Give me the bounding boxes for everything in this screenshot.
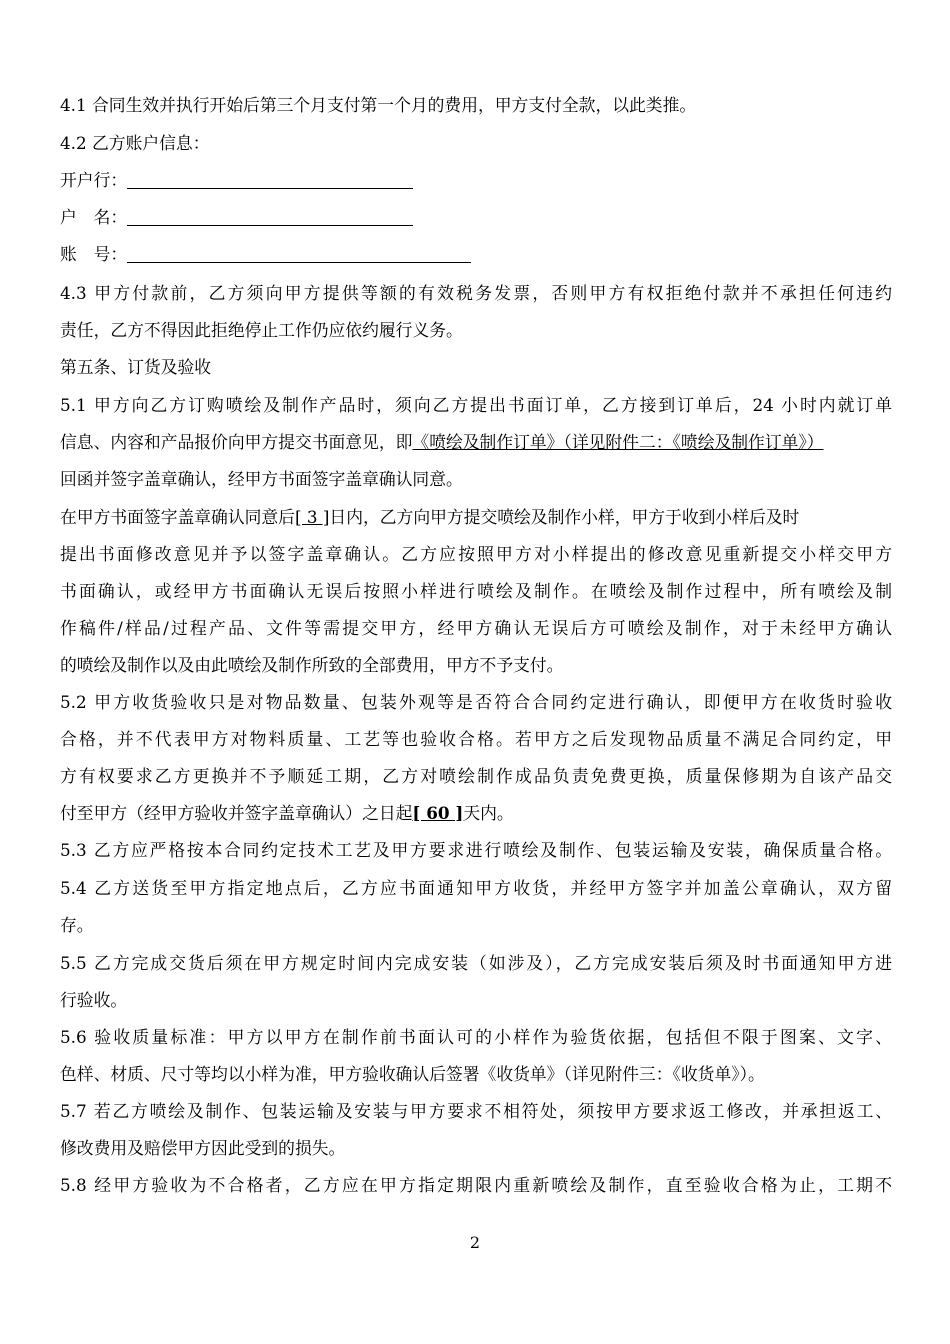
account-number-row	[60, 242, 471, 266]
clause-5-1-p2-line1-text: 在甲方书面签字盖章确认同意后	[60, 507, 295, 527]
account-name-row	[60, 205, 413, 229]
clause-5-1-line2-text: 信息、内容和产品报价向甲方提交书面意见，即	[60, 432, 413, 452]
clause-5-1-p2-line1	[60, 505, 799, 529]
clause-5-4-line1: 5.4 乙方送货至甲方指定地点后，乙方应书面通知甲方收货，并经甲方签字并加盖公章确认，双方留	[60, 878, 892, 898]
clause-5-1-p2-line2: 提出书面修改意见并予以签字盖章确认。乙方应按照甲方对小样提出的修改意见重新提交小样交甲方	[60, 544, 892, 564]
clause-4-1: 4.1 合同生效并执行开始后第三个月支付第一个月的费用，甲方支付全款，以此类推。	[60, 95, 697, 115]
clause-5-2-line2: 合格，并不代表甲方对物料质量、工艺等也验收合格。若甲方之后发现物品质量不满足合同约定，甲	[60, 729, 892, 749]
clause-5-4-line2: 存。	[60, 915, 94, 935]
clause-4-3-line2: 责任，乙方不得因此拒绝停止工作仍应依约履行义务。	[60, 320, 463, 340]
account-number-blank	[127, 244, 471, 263]
clause-5-1-p2-line3: 书面确认，或经甲方书面确认无误后按照小样进行喷绘及制作。在喷绘及制作过程中，所有喷绘及制	[60, 581, 892, 601]
account-number-label: 账 号：	[60, 244, 128, 264]
clause-5-1-p2-line4: 作稿件/样品/过程产品、文件等需提交甲方，经甲方确认无误后方可喷绘及制作，对于未经甲方确认	[60, 618, 892, 638]
clause-5-1-p2-line1-rest: 日内，乙方向甲方提交喷绘及制作小样，甲方于收到小样后及时	[329, 507, 800, 527]
clause-5-2-line4	[60, 801, 514, 825]
clause-5-1-line2	[60, 430, 824, 454]
clause-5-3: 5.3 乙方应严格按本合同约定技术工艺及甲方要求进行喷绘及制作、包装运输及安装，确保质量合格。	[60, 840, 892, 860]
clause-5-2-line3: 方有权要求乙方更换并不予顺延工期，乙方对喷绘制作成品负责免费更换，质量保修期为自该产品交	[60, 766, 892, 786]
clause-5-5-line2: 行验收。	[60, 990, 128, 1010]
clause-4-2: 4.2 乙方账户信息：	[60, 133, 210, 153]
account-bank-blank	[127, 170, 413, 189]
clause-5-2-line1: 5.2 甲方收货验收只是对物品数量、包装外观等是否符合合同约定进行确认，即便甲方在收货时验收	[60, 692, 892, 712]
account-bank-row	[60, 168, 413, 192]
clause-5-2-line4-rest: 天内。	[463, 803, 514, 823]
clause-5-7-line2: 修改费用及赔偿甲方因此受到的损失。	[60, 1138, 346, 1158]
order-form-reference: 《喷绘及制作订单》（详见附件二：《喷绘及制作订单》）	[412, 432, 824, 452]
clause-5-8-line1: 5.8 经甲方验收为不合格者，乙方应在甲方指定期限内重新喷绘及制作，直至验收合格为止，工期不	[60, 1175, 892, 1195]
clause-5-6-line1: 5.6 验收质量标准：甲方以甲方在制作前书面认可的小样作为验货依据，包括但不限于图案、文字、	[60, 1027, 892, 1047]
clause-5-5-line1: 5.5 乙方完成交货后须在甲方规定时间内完成安装（如涉及），乙方完成安装后须及时书面通知甲方进	[60, 953, 892, 973]
account-name-blank	[127, 207, 413, 226]
clause-5-1-line1: 5.1 甲方向乙方订购喷绘及制作产品时，须向乙方提出书面订单，乙方接到订单后，24 小时内就订单	[60, 395, 892, 415]
clause-5-6-line2: 色样、材质、尺寸等均以小样为准，甲方验收确认后签署《收货单》（详见附件三：《收货单》）。	[60, 1064, 765, 1084]
clause-5-2-line4-text: 付至甲方（经甲方验收并签字盖章确认）之日起	[60, 803, 413, 823]
sample-days-value: [ 3 ]	[294, 507, 330, 527]
article-5-title: 第五条、订货及验收	[60, 357, 212, 377]
account-name-label: 户 名：	[60, 207, 128, 227]
clause-5-1-p2-line5: 的喷绘及制作以及由此喷绘及制作所致的全部费用，甲方不予支付。	[60, 655, 564, 675]
clause-4-3-line1: 4.3 甲方付款前，乙方须向甲方提供等额的有效税务发票，否则甲方有权拒绝付款并不承担任何违约	[60, 283, 892, 303]
clause-5-1-line3: 回函并签字盖章确认，经甲方书面签字盖章确认同意。	[60, 469, 463, 489]
page-number: 2	[469, 1233, 481, 1252]
clause-5-7-line1: 5.7 若乙方喷绘及制作、包装运输及安装与甲方要求不相符处，须按甲方要求返工修改，并承担返工、	[60, 1101, 892, 1121]
warranty-days-value: [ 60 ]	[412, 803, 464, 823]
account-bank-label: 开户行：	[60, 170, 128, 190]
